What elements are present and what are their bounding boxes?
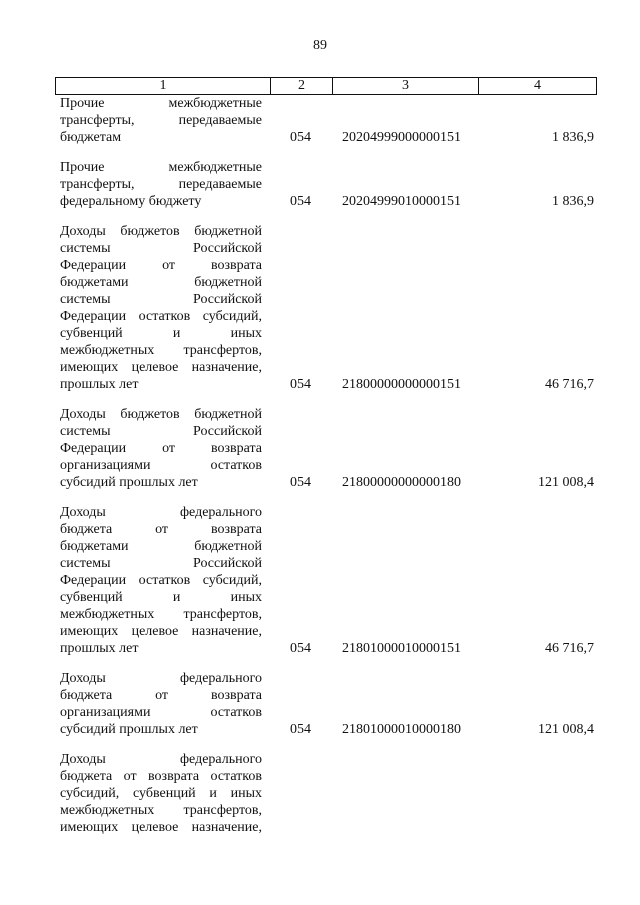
description-line: Доходы федерального (60, 752, 262, 767)
table-row (0, 223, 640, 393)
header-col-3: 3 (332, 78, 478, 94)
admin-code: 054 (290, 641, 311, 656)
table-row (0, 406, 640, 491)
description-line: субсидий прошлых лет (60, 475, 198, 490)
table-body (0, 95, 640, 849)
page-number: 89 (313, 38, 327, 53)
description-line: имеющих целевое назначение, (60, 820, 262, 835)
amount-value: 46 716,7 (545, 641, 594, 656)
description-line: организациями остатков (60, 458, 262, 473)
description-line: Доходы федерального (60, 505, 262, 520)
admin-code: 054 (290, 475, 311, 490)
description-line: федеральному бюджету (60, 194, 202, 209)
description-line: Федерации остатков субсидий, (60, 573, 262, 588)
row-description (60, 95, 262, 146)
description-line: системы Российской (60, 556, 262, 571)
description-line: субвенций и иных (60, 590, 262, 605)
description-line: Федерации остатков субсидий, (60, 309, 262, 324)
description-line: трансферты, передаваемые (60, 113, 262, 128)
description-line: Доходы бюджетов бюджетной (60, 224, 262, 239)
description-line: бюджетам (60, 130, 122, 145)
description-line: системы Российской (60, 292, 262, 307)
description-line: субсидий прошлых лет (60, 722, 198, 737)
classification-code: 21800000000000151 (342, 377, 461, 392)
description-line: организациями остатков (60, 705, 262, 720)
description-line: системы Российской (60, 241, 262, 256)
admin-code: 054 (290, 377, 311, 392)
description-line: бюджетами бюджетной (60, 275, 262, 290)
description-line: бюджета от возврата (60, 522, 262, 537)
header-col-1: 1 (159, 78, 167, 93)
row-description (60, 670, 262, 738)
description-line: Прочие межбюджетные (60, 160, 262, 175)
description-line: Прочие межбюджетные (60, 96, 262, 111)
header-col-2: 2 (270, 78, 332, 94)
amount-value: 46 716,7 (545, 377, 594, 392)
admin-code: 054 (290, 130, 311, 145)
table-header-row (55, 77, 597, 95)
table-row (0, 751, 640, 836)
classification-code: 21801000010000151 (342, 641, 461, 656)
description-line: прошлых лет (60, 641, 139, 656)
description-line: субвенций и иных (60, 326, 262, 341)
description-line: имеющих целевое назначение, (60, 624, 262, 639)
amount-value: 1 836,9 (552, 194, 594, 209)
row-description (60, 504, 262, 657)
description-line: Доходы федерального (60, 671, 262, 686)
row-description (60, 751, 262, 836)
description-line: межбюджетных трансфертов, (60, 607, 262, 622)
table-row (0, 670, 640, 738)
classification-code: 21801000010000180 (342, 722, 461, 737)
table-row (0, 504, 640, 657)
description-line: межбюджетных трансфертов, (60, 343, 262, 358)
table-row (0, 159, 640, 210)
description-line: имеющих целевое назначение, (60, 360, 262, 375)
description-line: прошлых лет (60, 377, 139, 392)
description-line: субсидий, субвенций и иных (60, 786, 262, 801)
amount-value: 121 008,4 (538, 722, 594, 737)
description-line: бюджета от возврата остатков (60, 769, 262, 784)
description-line: бюджетами бюджетной (60, 539, 262, 554)
description-line: бюджета от возврата (60, 688, 262, 703)
header-col-4: 4 (478, 78, 596, 94)
amount-value: 1 836,9 (552, 130, 594, 145)
classification-code: 21800000000000180 (342, 475, 461, 490)
classification-code: 20204999000000151 (342, 130, 461, 145)
description-line: трансферты, передаваемые (60, 177, 262, 192)
amount-value: 121 008,4 (538, 475, 594, 490)
admin-code: 054 (290, 722, 311, 737)
description-line: системы Российской (60, 424, 262, 439)
row-description (60, 159, 262, 210)
description-line: Федерации от возврата (60, 258, 262, 273)
description-line: Федерации от возврата (60, 441, 262, 456)
row-description (60, 223, 262, 393)
admin-code: 054 (290, 194, 311, 209)
row-description (60, 406, 262, 491)
table-row (0, 95, 640, 146)
description-line: межбюджетных трансфертов, (60, 803, 262, 818)
classification-code: 20204999010000151 (342, 194, 461, 209)
description-line: Доходы бюджетов бюджетной (60, 407, 262, 422)
